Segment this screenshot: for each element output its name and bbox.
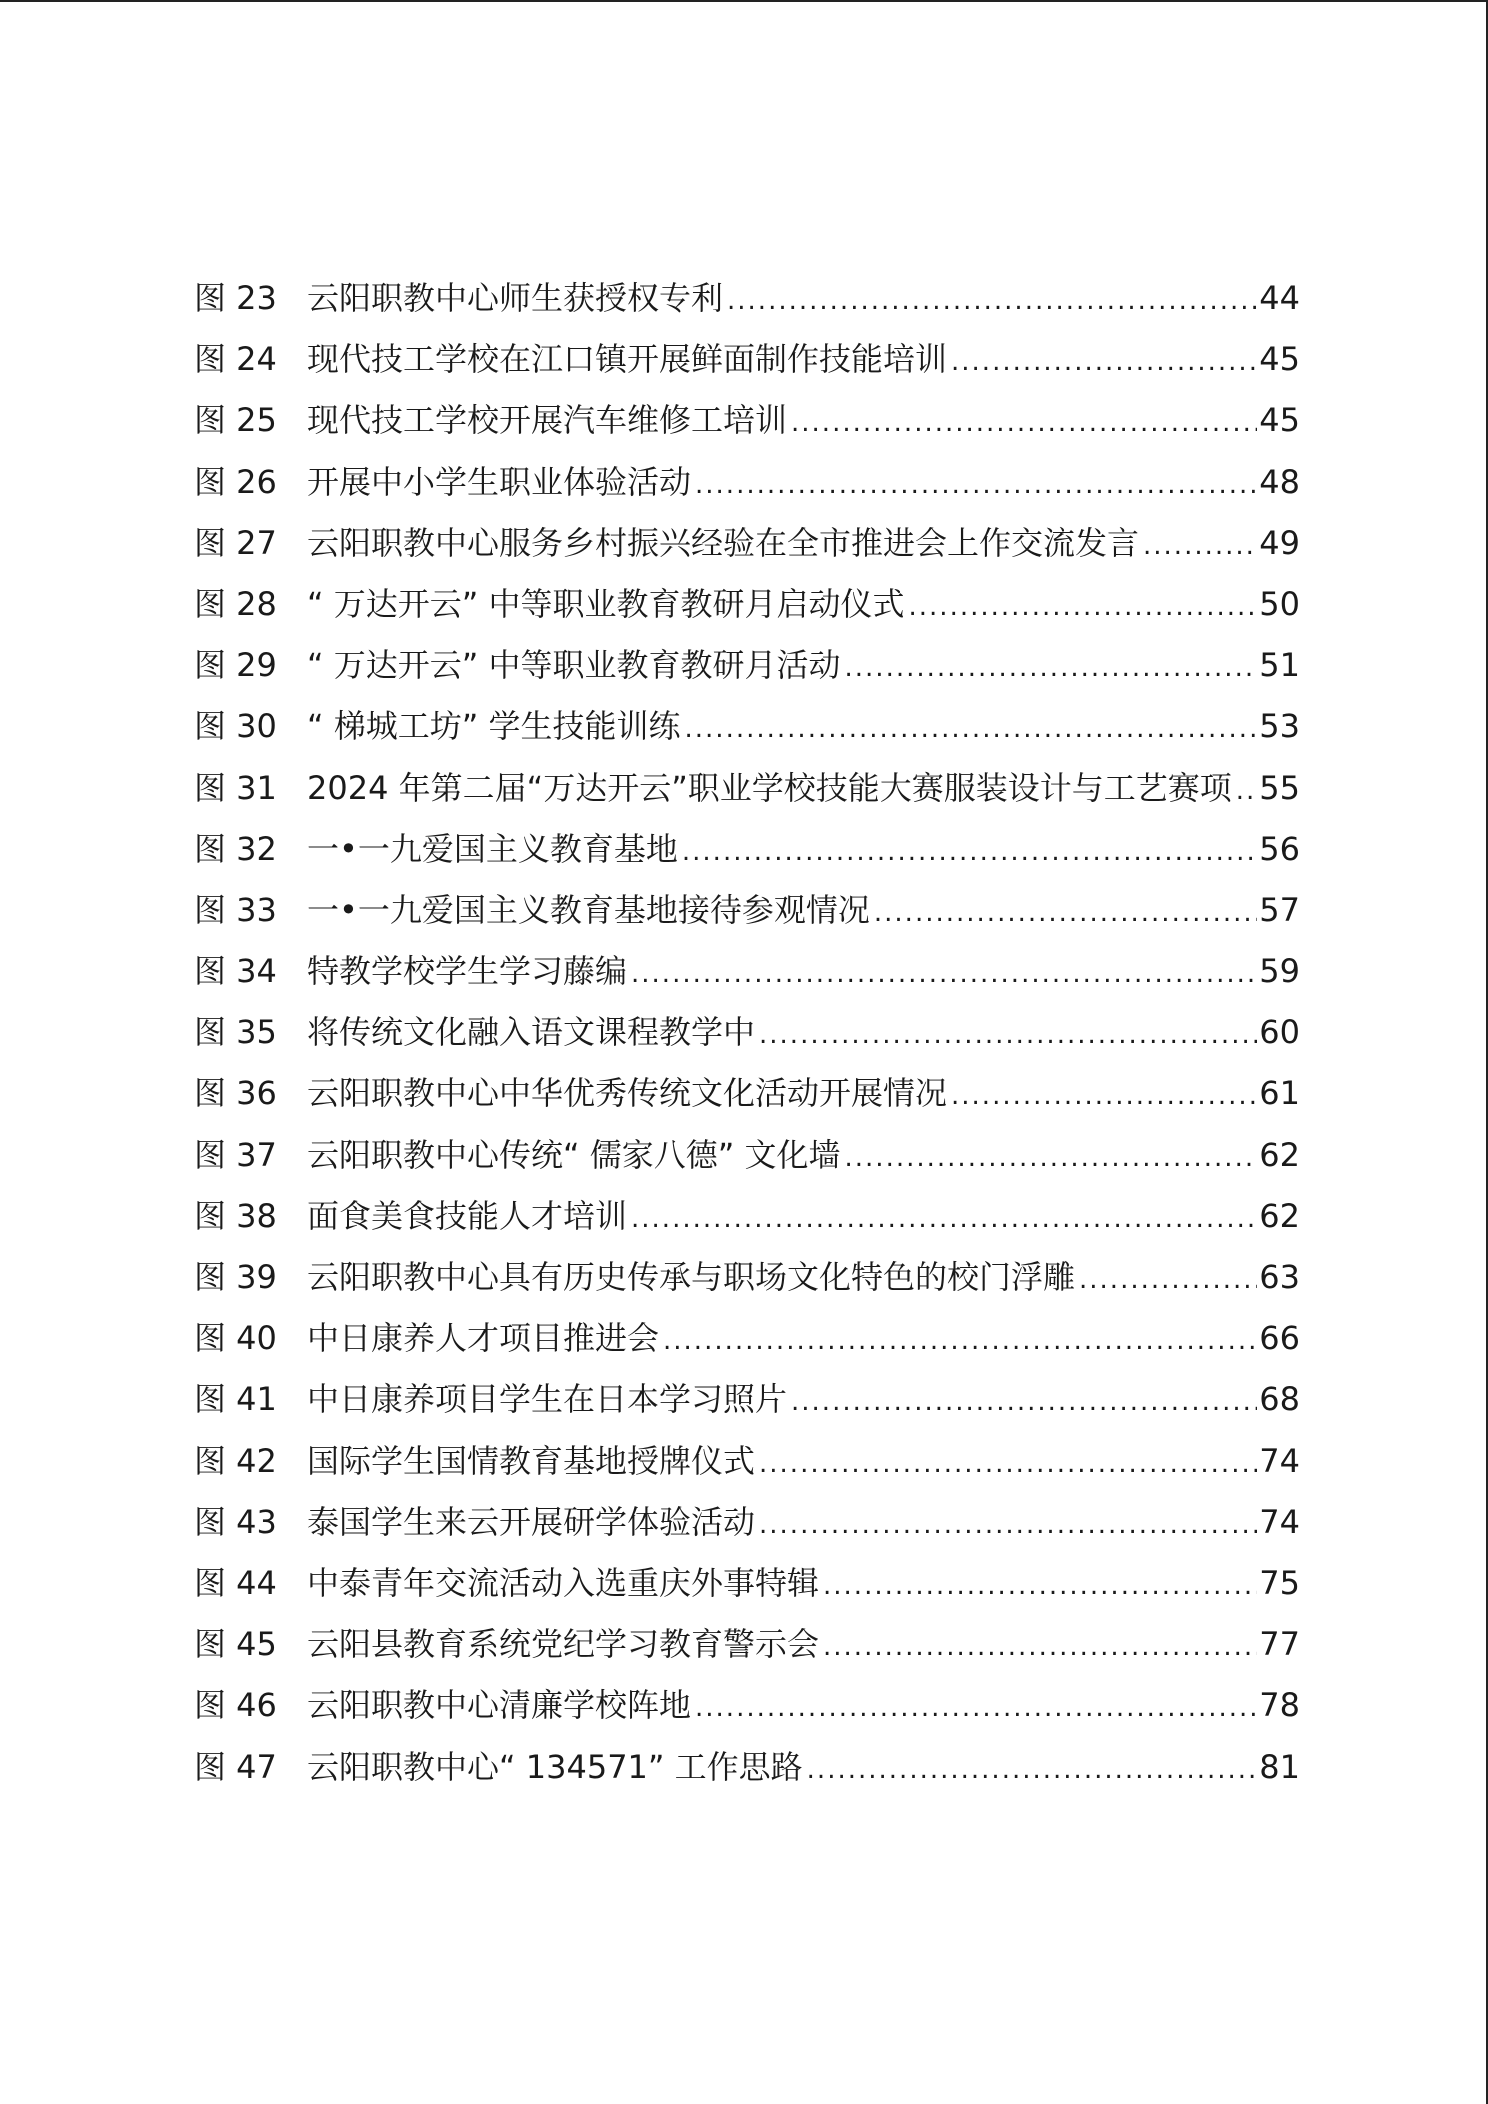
toc-entry[interactable]: [194, 758, 1300, 819]
dot-leader: [845, 1128, 1258, 1189]
figure-title: 中日康养项目学生在日本学习照片: [307, 1380, 788, 1419]
dot-leader: [845, 638, 1258, 699]
page-number: 45: [1259, 340, 1300, 379]
page-number: 74: [1259, 1502, 1300, 1541]
toc-entry[interactable]: [194, 452, 1300, 513]
figure-label: 图 44: [194, 1563, 277, 1602]
figure-label: 图 40: [194, 1319, 277, 1358]
toc-entry[interactable]: [194, 390, 1300, 451]
page-number: 45: [1259, 401, 1300, 440]
page-number: 53: [1259, 707, 1300, 746]
figure-title: 现代技工学校在江口镇开展鲜面制作技能培训: [307, 340, 948, 379]
dot-leader: [823, 1556, 1257, 1617]
dot-leader: [663, 1311, 1257, 1372]
figure-label: 图 43: [194, 1502, 277, 1541]
page-number: 50: [1259, 584, 1300, 623]
page-number: 57: [1259, 890, 1300, 929]
dot-leader: [874, 883, 1257, 944]
figure-title: 中日康养人才项目推进会: [307, 1319, 660, 1358]
figure-title: 特教学校学生学习藤编: [307, 952, 628, 991]
figure-title: 云阳职教中心服务乡村振兴经验在全市推进会上作交流发言: [307, 523, 1140, 562]
figure-title: 一•一九爱国主义教育基地: [307, 829, 678, 868]
toc-entry[interactable]: [194, 268, 1300, 329]
toc-entry[interactable]: [194, 1247, 1300, 1308]
figure-label: 图 30: [194, 707, 277, 746]
figure-title: 国际学生国情教育基地授牌仪式: [307, 1441, 756, 1480]
toc-entry[interactable]: [194, 1737, 1300, 1798]
figure-label: 图 39: [194, 1258, 277, 1296]
figure-label: 图 42: [194, 1441, 277, 1480]
page-number: 75: [1259, 1563, 1300, 1602]
dot-leader: [1079, 1250, 1257, 1311]
figure-title: 云阳职教中心清廉学校阵地: [307, 1686, 692, 1725]
figure-title: 中泰青年交流活动入选重庆外事特辑: [307, 1563, 820, 1602]
figure-label: 图 28: [194, 584, 277, 623]
figure-label: 图 45: [194, 1625, 277, 1664]
figure-label: 图 31: [194, 768, 277, 807]
toc-entry[interactable]: [194, 1002, 1300, 1063]
page-border-top: [0, 0, 1488, 2]
page-number: 61: [1259, 1074, 1300, 1113]
page-number: 74: [1259, 1441, 1300, 1480]
figure-title: 2024 年第二届“万达开云”职业学校技能大赛服装设计与工艺赛项: [307, 768, 1232, 807]
dot-leader: [685, 699, 1258, 760]
dot-leader: [791, 1372, 1257, 1433]
figure-label: 图 27: [194, 523, 277, 562]
figure-label: 图 34: [194, 952, 277, 991]
toc-entry[interactable]: [194, 1492, 1300, 1553]
dot-leader: [631, 944, 1257, 1005]
figure-title: “ 万达开云” 中等职业教育教研月活动: [307, 646, 841, 685]
dot-leader: [759, 1005, 1257, 1066]
figure-title: 云阳职教中心中华优秀传统文化活动开展情况: [307, 1074, 948, 1113]
figure-title: 云阳县教育系统党纪学习教育警示会: [307, 1625, 820, 1664]
figure-title: 现代技工学校开展汽车维修工培训: [307, 401, 788, 440]
page-number: 49: [1259, 523, 1300, 562]
dot-leader: [791, 393, 1257, 454]
dot-leader: [807, 1740, 1258, 1801]
figure-label: 图 37: [194, 1135, 277, 1174]
figure-label: 图 32: [194, 829, 277, 868]
figure-title: 将传统文化融入语文课程教学中: [307, 1013, 756, 1052]
dot-leader: [1143, 516, 1257, 577]
toc-entry[interactable]: [194, 329, 1300, 390]
figure-title: 云阳职教中心师生获授权专利: [307, 279, 724, 317]
dot-leader: [727, 271, 1257, 332]
toc-entry[interactable]: [194, 1675, 1300, 1736]
figure-label: 图 25: [194, 401, 277, 440]
figure-title: 云阳职教中心传统“ 儒家八德” 文化墙: [307, 1135, 841, 1174]
figure-label: 图 41: [194, 1380, 277, 1419]
figure-label: 图 24: [194, 340, 277, 379]
figure-label: 图 47: [194, 1747, 277, 1786]
dot-leader: [682, 822, 1257, 883]
dot-leader: [631, 1189, 1257, 1250]
toc-entry[interactable]: [194, 941, 1300, 1002]
figure-label: 图 46: [194, 1686, 277, 1725]
figure-label: 图 33: [194, 890, 277, 929]
page-number: 48: [1259, 462, 1300, 501]
dot-leader: [951, 1066, 1257, 1127]
figure-title: 一•一九爱国主义教育基地接待参观情况: [307, 890, 870, 929]
toc-entry[interactable]: [194, 1369, 1300, 1430]
toc-entry[interactable]: [194, 1431, 1300, 1492]
figure-label: 图 29: [194, 646, 277, 685]
dot-leader: [695, 1678, 1257, 1739]
figure-title: “ 万达开云” 中等职业教育教研月启动仪式: [307, 584, 905, 623]
toc-entry[interactable]: [194, 1308, 1300, 1369]
page-number: 63: [1259, 1258, 1300, 1296]
page-number: 44: [1259, 279, 1300, 317]
figure-title: 泰国学生来云开展研学体验活动: [307, 1502, 756, 1541]
dot-leader: [823, 1617, 1257, 1678]
figure-label: 图 38: [194, 1196, 277, 1235]
figure-title: “ 梯城工坊” 学生技能训练: [307, 707, 681, 746]
toc-entry[interactable]: [194, 1125, 1300, 1186]
dot-leader: [951, 332, 1257, 393]
page-number: 51: [1259, 646, 1300, 685]
figure-list: [194, 268, 1300, 1798]
toc-entry[interactable]: [194, 1614, 1300, 1675]
figure-title: 面食美食技能人才培训: [307, 1196, 628, 1235]
page-number: 62: [1259, 1135, 1300, 1174]
figure-label: 图 23: [194, 279, 277, 317]
page-number: 56: [1259, 829, 1300, 868]
page-number: 55: [1259, 768, 1300, 807]
toc-entry[interactable]: [194, 1553, 1300, 1614]
toc-entry[interactable]: [194, 819, 1300, 880]
figure-title: 云阳职教中心“ 134571” 工作思路: [307, 1747, 803, 1786]
page-number: 66: [1259, 1319, 1300, 1358]
toc-entry[interactable]: [194, 696, 1300, 757]
page-number: 60: [1259, 1013, 1300, 1052]
figure-title: 开展中小学生职业体验活动: [307, 462, 692, 501]
dot-leader: [909, 577, 1258, 638]
page-number: 77: [1259, 1625, 1300, 1664]
dot-leader: [1236, 761, 1258, 822]
figure-label: 图 36: [194, 1074, 277, 1113]
figure-label: 图 26: [194, 462, 277, 501]
figure-label: 图 35: [194, 1013, 277, 1052]
toc-entry[interactable]: [194, 574, 1300, 635]
page-number: 68: [1259, 1380, 1300, 1419]
dot-leader: [759, 1434, 1257, 1495]
toc-entry[interactable]: [194, 880, 1300, 941]
toc-entry[interactable]: [194, 1063, 1300, 1124]
page-number: 62: [1259, 1196, 1300, 1235]
page-number: 59: [1259, 952, 1300, 991]
toc-entry[interactable]: [194, 635, 1300, 696]
page-number: 81: [1259, 1747, 1300, 1786]
dot-leader: [695, 455, 1257, 516]
toc-entry[interactable]: [194, 1186, 1300, 1247]
dot-leader: [759, 1495, 1257, 1556]
figure-title: 云阳职教中心具有历史传承与职场文化特色的校门浮雕: [307, 1258, 1076, 1296]
toc-entry[interactable]: [194, 513, 1300, 574]
page-number: 78: [1259, 1686, 1300, 1725]
